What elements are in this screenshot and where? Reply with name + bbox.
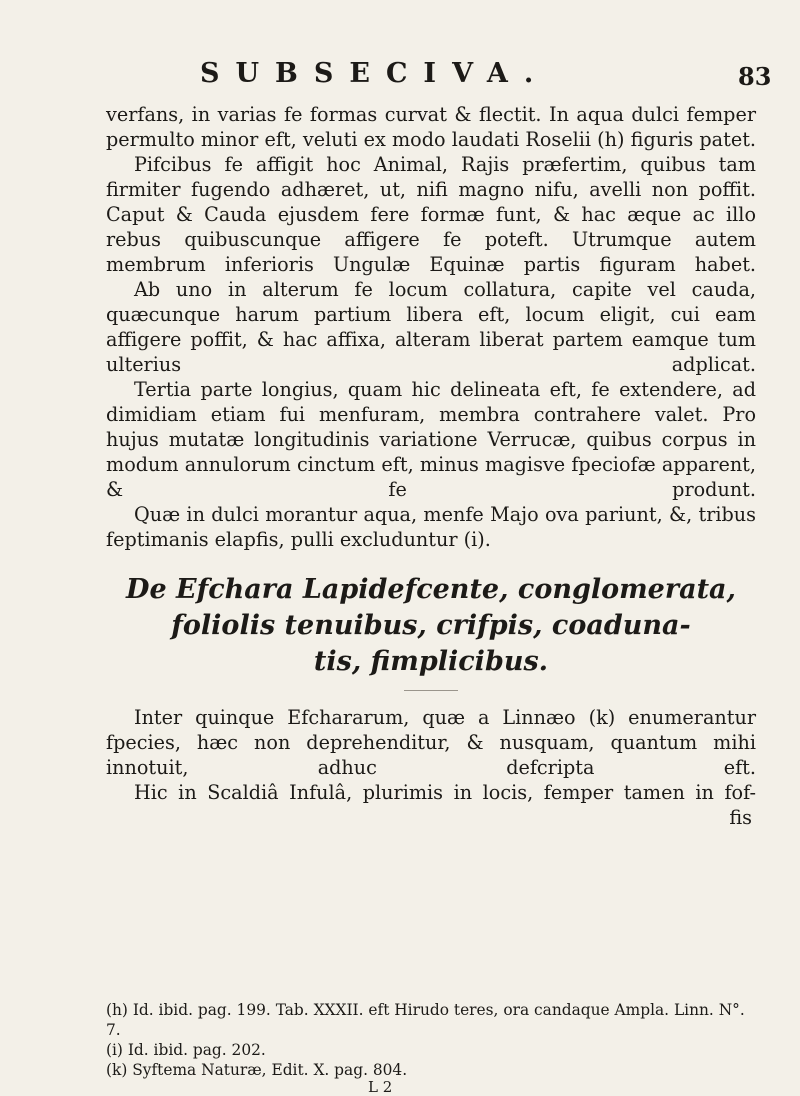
footnote: (k) Syftema Naturæ, Edit. X. pag. 804. [106, 1061, 408, 1079]
heading-rule [404, 690, 458, 691]
paragraph: Ab uno in alterum fe locum collatura, capite vel cauda, quæcunque harum partium libera eft, locum eligit, cui eam affigere poffit, & hac affixa, alteram liberat partem eamque tum ulterius adplicat. [106, 278, 756, 376]
page-number: 83 [738, 62, 772, 91]
paragraph: verfans, in varias fe formas curvat & flectit. In aqua dulci femper permulto minor eft, veluti ex modo laudati Roselii (h) figuris patet. [106, 103, 756, 151]
paragraph: Hic in Scaldiâ Infulâ, plurimis in locis, femper tamen in fof- [134, 781, 756, 804]
heading-line: foliolis tenuibus, crifpis, coaduna- [171, 610, 691, 641]
paragraph: Inter quinque Efchararum, quæ a Linnæo (k) enumerantur fpecies, hæc non deprehenditur, & nusquam, quantum mihi innotuit, adhuc defcripta eft. [106, 706, 756, 779]
signature-mark: L 2 [368, 1078, 393, 1096]
section-heading [106, 572, 756, 691]
running-head: SUBSECIVA. [200, 58, 550, 89]
paragraph: Tertia parte longius, quam hic delineata eft, fe extendere, ad dimidiam etiam fui menfuram, membra contrahere valet. Pro hujus mutatæ longitudinis variatione Verrucæ, quibus corpus in modum annulorum cinctum eft, minus magisve fpeciofæ apparent, & fe produnt. [106, 378, 756, 501]
footnote: (h) Id. ibid. pag. 199. Tab. XXXII. eft Hirudo teres, ora candaque Ampla. Linn. N°. 7. [106, 1001, 745, 1039]
paragraph: Quæ in dulci morantur aqua, menfe Majo ova pariunt, &, tribus feptimanis elapfis, pulli excluduntur (i). [106, 503, 756, 551]
footnotes [106, 1000, 756, 1080]
paragraph: Pifcibus fe affigit hoc Animal, Rajis præfertim, quibus tam firmiter fugendo adhæret, ut, nifi magno nifu, avelli non poffit. Caput & Cauda ejusdem fere formæ funt, & hac æque ac illo rebus quibuscunque affigere fe poteft. Utrumque autem membrum inferioris Ungulæ Equinæ partis figuram habet. [106, 153, 756, 276]
heading-line: De Efchara Lapidefcente, conglomerata, [126, 574, 736, 605]
heading-line: tis, fimplicibus. [313, 646, 549, 677]
footnote: (i) Id. ibid. pag. 202. [106, 1041, 266, 1059]
main-text [106, 102, 756, 830]
catchword: fis [729, 806, 752, 829]
